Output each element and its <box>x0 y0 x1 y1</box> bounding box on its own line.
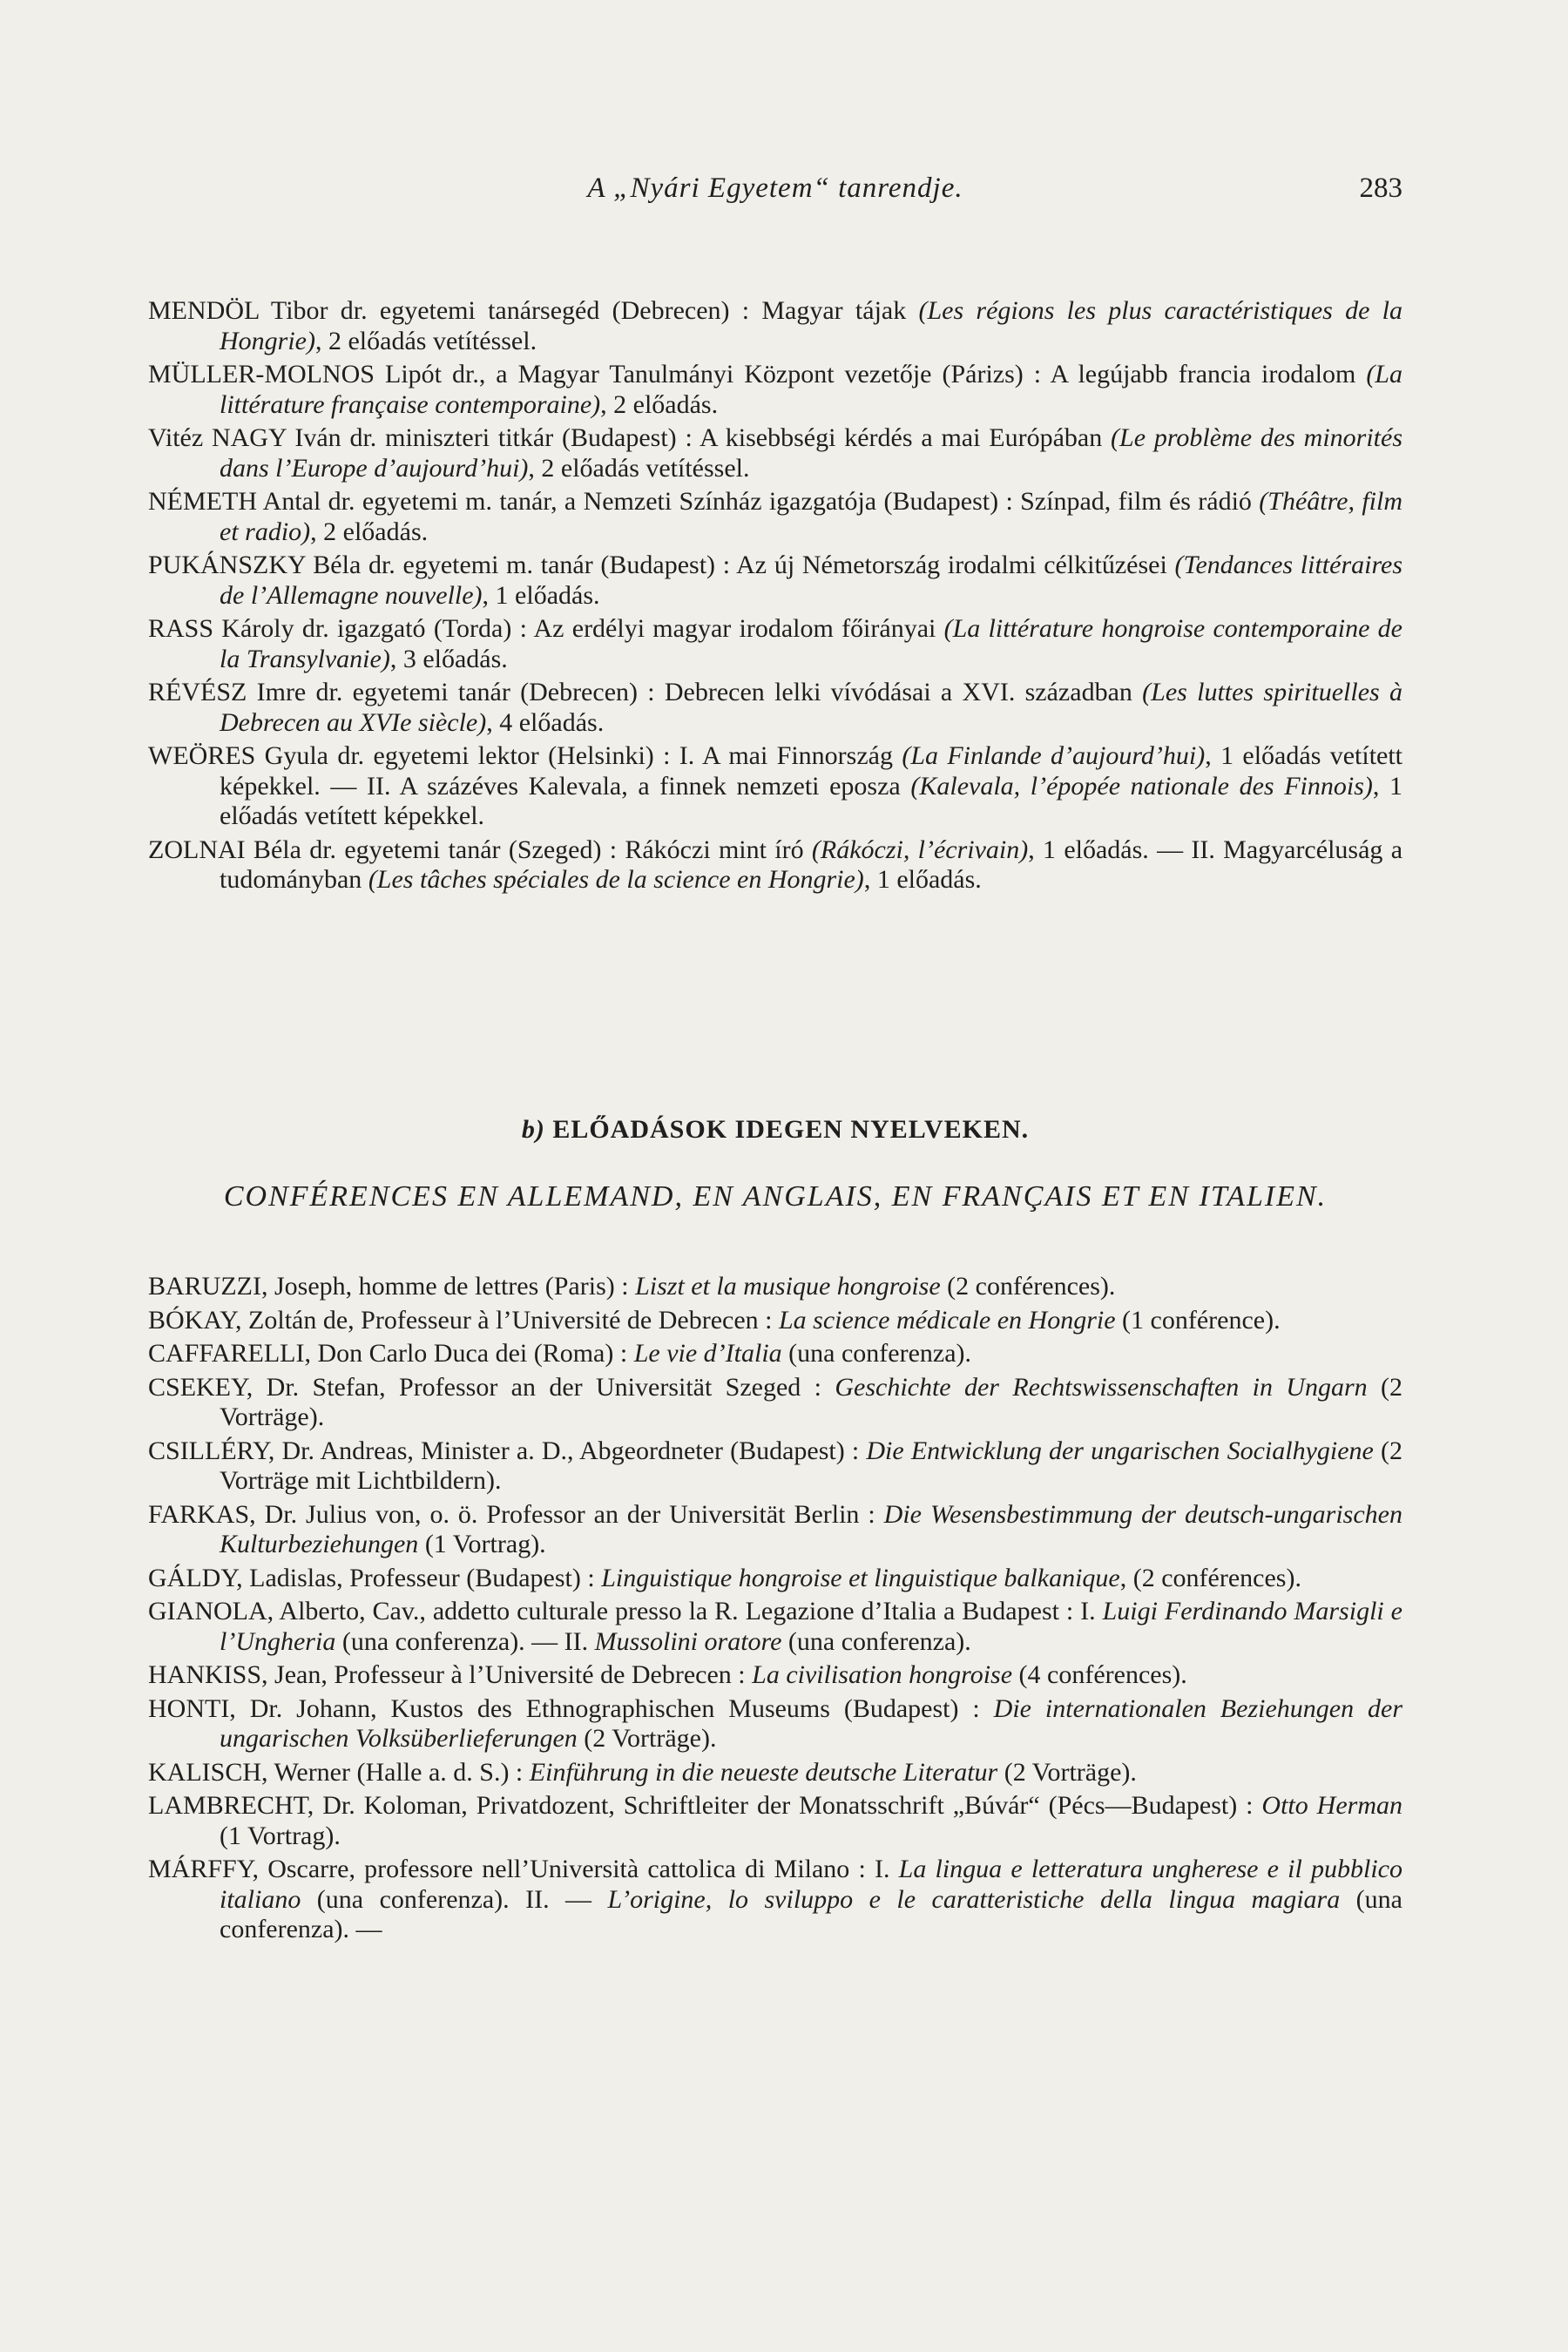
entry-text: WEÖRES Gyula dr. egyetemi lektor (Helsinki) : I. A mai Finnország <box>148 741 902 770</box>
entry-text: , 1 előadás vetített képekkel. — II. A százéves Kalevala, a finnek nemzeti eposza <box>220 741 1403 801</box>
lecture-entry <box>148 1791 1402 1851</box>
lecture-entry <box>148 1660 1402 1691</box>
lecture-title-italic: (Théâtre, film et radio) <box>220 487 1402 546</box>
lecture-title-italic: Die Wesensbestimmung der deutsch-ungarischen Kulturbeziehungen <box>220 1499 1402 1558</box>
lecture-entry <box>148 1694 1402 1754</box>
lecture-entry <box>148 1597 1402 1657</box>
entry-text: ZOLNAI Béla dr. egyetemi tanár (Szeged) : Rákóczi mint író <box>148 835 812 864</box>
lecture-entry <box>148 678 1402 738</box>
lecture-title-italic: (Les tâches spéciales de la science en Hongrie) <box>368 865 864 894</box>
lecture-entry <box>148 1564 1402 1594</box>
lecture-title-italic: (La littérature hongroise contemporaine de la Transylvanie) <box>220 614 1402 673</box>
entry-text: CSILLÉRY, Dr. Andreas, Minister a. D., Abgeordneter (Budapest) : <box>148 1436 867 1465</box>
entry-text: , 2 előadás. <box>600 389 719 419</box>
entry-text: LAMBRECHT, Dr. Koloman, Privatdozent, Schriftleiter der Monatsschrift „Búvár“ (Pécs—Budapest) : <box>148 1791 1262 1820</box>
entry-text: (2 Vorträge mit Lichtbildern). <box>220 1436 1403 1495</box>
lecture-list-foreign <box>148 1272 1402 1949</box>
lecture-title-italic: (Les régions les plus caractéristiques de la Hongrie) <box>220 296 1402 355</box>
lecture-title-italic: Geschichte der Rechtswissenschaften in Ungarn <box>835 1372 1368 1402</box>
entry-text: KALISCH, Werner (Halle a. d. S.) : <box>148 1757 530 1787</box>
entry-text: RASS Károly dr. igazgató (Torda) : Az erdélyi magyar irodalom főirányai <box>148 614 944 643</box>
lecture-title-italic: Otto Herman <box>1261 1791 1403 1820</box>
entry-text: BÓKAY, Zoltán de, Professeur à l’Université de Debrecen : <box>148 1305 779 1335</box>
entry-text: , 4 előadás. <box>486 707 605 737</box>
entry-text: CSEKEY, Dr. Stefan, Professor an der Universität Szeged : <box>148 1372 835 1402</box>
lecture-entry <box>148 1272 1402 1302</box>
lecture-title-italic: Die Entwicklung der ungarischen Socialhygiene <box>866 1436 1374 1465</box>
lecture-entry <box>148 741 1402 832</box>
lecture-title-italic: (Le problème des minorités dans l’Europe d’aujourd’hui) <box>220 423 1402 483</box>
lecture-title-italic: La civilisation hongroise <box>752 1660 1013 1689</box>
lecture-title-italic: Liszt et la musique hongroise <box>635 1272 941 1301</box>
entry-text: NÉMETH Antal dr. egyetemi m. tanár, a Nemzeti Színház igazgatója (Budapest) : Színpad, film és rádió <box>148 487 1260 516</box>
entry-text: BARUZZI, Joseph, homme de lettres (Paris) : <box>148 1272 636 1301</box>
entry-text: (2 Vorträge). <box>220 1372 1403 1431</box>
lecture-title-italic: (La Finlande d’aujourd’hui) <box>902 741 1206 770</box>
entry-text: (una conferenza). <box>781 1339 972 1368</box>
entry-text: , 1 előadás. <box>863 865 982 894</box>
lecture-title-italic: Linguistique hongroise et linguistique balkanique <box>601 1563 1120 1592</box>
lecture-title-italic: (Tendances littéraires de l’Allemagne nouvelle) <box>220 551 1403 610</box>
page-number: 283 <box>1359 172 1402 204</box>
lecture-entry <box>148 360 1402 420</box>
entry-text: (1 conférence). <box>1115 1305 1281 1335</box>
entry-text: HONTI, Dr. Johann, Kustos des Ethnographischen Museums (Budapest) : <box>148 1693 994 1723</box>
lecture-title-italic: (Rákóczi, l’écrivain) <box>811 835 1029 864</box>
running-title: A „Nyári Egyetem“ tanrendje. <box>587 172 963 204</box>
lecture-entry <box>148 423 1402 483</box>
lecture-title-italic: (Les luttes spirituelles à Debrecen au XVIe siècle) <box>220 678 1402 737</box>
entry-text: , 1 előadás. <box>482 580 600 610</box>
entry-text: (2 conférences). <box>940 1272 1116 1301</box>
entry-text: , 1 előadás. — II. Magyarcéluság a tudományban <box>220 835 1403 894</box>
lecture-entry <box>148 1500 1402 1560</box>
lecture-title-italic: Mussolini oratore <box>594 1626 782 1656</box>
entry-text: (una conferenza). <box>781 1626 971 1656</box>
lecture-title-italic: La lingua e letteratura ungherese e il pubblico italiano <box>220 1855 1402 1914</box>
lecture-entry <box>148 614 1402 674</box>
lecture-title-italic: La science médicale en Hongrie <box>778 1305 1116 1335</box>
lecture-title-italic: L’origine, lo sviluppo e le caratteristiche della lingua magiara <box>607 1884 1341 1914</box>
entry-text: CAFFARELLI, Don Carlo Duca dei (Roma) : <box>148 1339 634 1368</box>
entry-text: , 2 előadás. <box>310 517 429 546</box>
entry-text: (una conferenza). — <box>220 1884 1402 1943</box>
entry-text: GIANOLA, Alberto, Cav., addetto culturale presso la R. Legazione d’Italia a Budapest : I. <box>148 1597 1103 1625</box>
lecture-entry <box>148 296 1402 356</box>
entry-text: , 2 előadás vetítéssel. <box>528 453 750 483</box>
entry-text: FARKAS, Dr. Julius von, o. ö. Professor an der Universität Berlin : <box>148 1499 884 1529</box>
lecture-entry <box>148 551 1402 611</box>
entry-text: , 2 előadás vetítéssel. <box>314 326 537 355</box>
entry-text: GÁLDY, Ladislas, Professeur (Budapest) : <box>148 1563 602 1592</box>
lecture-title-italic: (La littérature française contemporaine) <box>220 360 1402 419</box>
entry-text: (1 Vortrag). <box>418 1530 546 1558</box>
lecture-entry <box>148 487 1402 547</box>
entry-text: (2 Vorträge). <box>577 1724 717 1753</box>
entry-text: MÁRFFY, Oscarre, professore nell’Università cattolica di Milano : I. <box>148 1855 899 1883</box>
entry-text: (una conferenza). II. — <box>301 1884 608 1914</box>
lecture-entry <box>148 1306 1402 1336</box>
lecture-entry <box>148 1758 1402 1788</box>
lecture-title-italic: Le vie d’Italia <box>633 1339 782 1368</box>
section-title: ELŐADÁSOK IDEGEN NYELVEKEN. <box>552 1115 1030 1144</box>
lecture-title-italic: Einführung in die neueste deutsche Literatur <box>529 1757 998 1787</box>
section-prefix: b) <box>521 1115 545 1144</box>
entry-text: (una conferenza). — II. <box>335 1626 595 1656</box>
lecture-entry <box>148 1855 1402 1945</box>
page-header <box>148 172 1402 220</box>
entry-text: Vitéz NAGY Iván dr. miniszteri titkár (Budapest) : A kisebbségi kérdés a mai Európában <box>148 423 1112 452</box>
lecture-title-italic: Die internationalen Beziehungen der ungarischen Volksüberlieferungen <box>220 1693 1402 1753</box>
entry-text: (1 Vortrag). <box>220 1821 341 1850</box>
entry-text: , (2 conférences). <box>1119 1563 1301 1592</box>
lecture-title-italic: (Kalevala, l’épopée nationale des Finnois) <box>910 771 1373 801</box>
entry-text: , 1 előadás vetített képekkel. <box>220 771 1403 830</box>
lecture-entry <box>148 1436 1402 1497</box>
lecture-entry <box>148 1339 1402 1369</box>
entry-text: , 3 előadás. <box>389 644 508 673</box>
lecture-list-hungarian <box>148 296 1402 899</box>
lecture-entry <box>148 1373 1402 1433</box>
entry-text: (2 Vorträge). <box>997 1757 1137 1787</box>
entry-text: PUKÁNSZKY Béla dr. egyetemi m. tanár (Budapest) : Az új Németország irodalmi célkitűzései <box>148 551 1175 579</box>
section-subtitle: CONFÉRENCES EN ALLEMAND, EN ANGLAIS, EN FRANÇAIS ET EN ITALIEN. <box>223 1180 1328 1213</box>
entry-text: MÜLLER-MOLNOS Lipót dr., a Magyar Tanulmányi Központ vezetője (Párizs) : A legújabb francia irodalom <box>148 360 1367 389</box>
lecture-title-italic: Luigi Ferdinando Marsigli e l’Ungheria <box>220 1597 1402 1656</box>
lecture-entry <box>148 835 1402 896</box>
entry-text: RÉVÉSZ Imre dr. egyetemi tanár (Debrecen) : Debrecen lelki vívódásai a XVI. században <box>148 678 1143 706</box>
entry-text: MENDÖL Tibor dr. egyetemi tanársegéd (Debrecen) : Magyar tájak <box>148 296 919 325</box>
entry-text: HANKISS, Jean, Professeur à l’Université de Debrecen : <box>148 1660 753 1689</box>
section-heading <box>148 1115 1402 1145</box>
entry-text: (4 conférences). <box>1012 1660 1187 1689</box>
